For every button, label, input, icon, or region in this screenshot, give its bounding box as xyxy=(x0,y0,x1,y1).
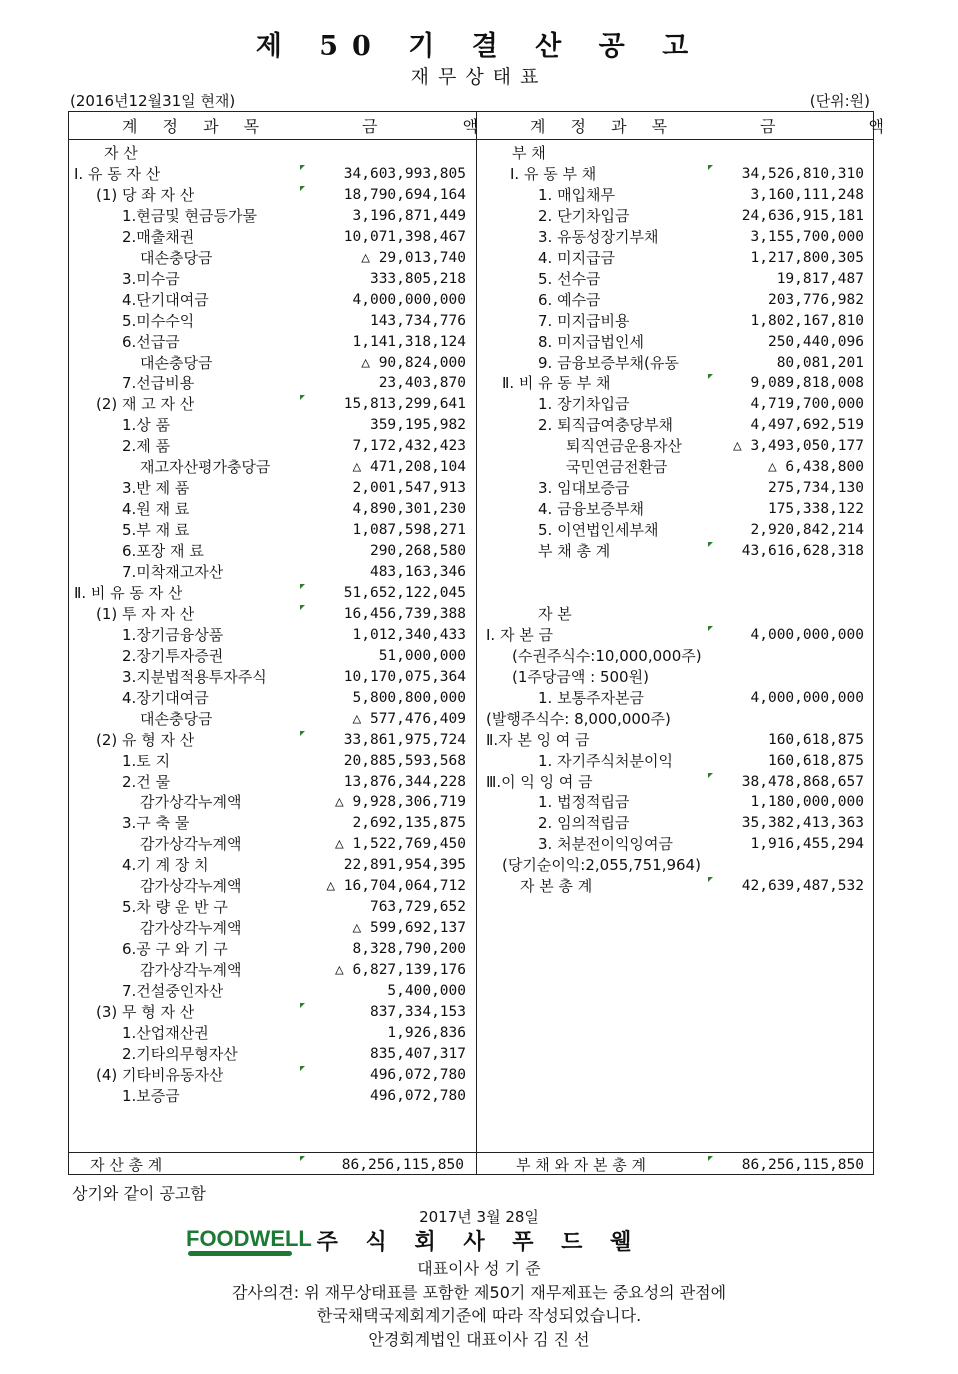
account-label: 2.매출채권 xyxy=(122,227,195,246)
account-amount: 38,478,868,657 xyxy=(741,773,864,790)
table-row xyxy=(478,751,872,772)
table-row xyxy=(478,227,872,248)
total-liabilities-equity-label: 부 채 와 자 본 총 계 xyxy=(516,1156,647,1174)
account-amount: 496,072,780 xyxy=(369,1087,466,1104)
table-row xyxy=(70,457,474,478)
table-row xyxy=(70,415,474,436)
notice-date: 2017년 3월 28일 xyxy=(419,1208,539,1226)
company-name: 주 식 회 사 푸 드 웰 xyxy=(316,1230,642,1255)
account-amount: 2,920,842,214 xyxy=(750,522,864,539)
account-amount: 10,071,398,467 xyxy=(343,228,466,245)
table-row xyxy=(478,667,872,688)
table-row xyxy=(478,583,872,604)
account-label: 7.미착재고자산 xyxy=(122,563,224,581)
table-row xyxy=(70,960,474,981)
table-row xyxy=(70,834,474,855)
table-row xyxy=(70,1065,474,1086)
account-amount: △ 16,704,064,712 xyxy=(326,878,466,895)
account-label: 부 채 총 계 xyxy=(538,542,611,561)
table-row xyxy=(70,227,474,248)
table-row xyxy=(478,373,872,394)
account-amount: 496,072,780 xyxy=(369,1066,466,1083)
account-label: (1주당금액 : 500원) xyxy=(512,667,649,686)
account-label: 1. 장기차입금 xyxy=(538,395,630,414)
left-amount-header: 금 액 xyxy=(362,117,518,136)
table-row xyxy=(70,688,474,709)
table-row xyxy=(70,248,474,269)
table-row xyxy=(478,290,872,311)
right-account-header: 계 정 과 목 xyxy=(530,117,678,136)
account-amount: 34,603,993,805 xyxy=(343,165,466,182)
unit-label: (단위:원) xyxy=(809,92,870,110)
account-amount: 835,407,317 xyxy=(369,1045,466,1062)
account-amount: 42,639,487,532 xyxy=(741,878,864,895)
account-amount: 763,729,652 xyxy=(369,899,466,916)
account-label: Ⅱ. 비 유 동 자 산 xyxy=(74,583,183,602)
table-row xyxy=(478,478,872,499)
table-row xyxy=(70,373,474,394)
account-amount: 4,719,700,000 xyxy=(750,396,864,413)
account-label: (2) 재 고 자 산 xyxy=(96,395,195,414)
account-label: 4. 금융보증부채 xyxy=(538,500,645,519)
account-label: 2.건 물 xyxy=(122,772,171,791)
table-row xyxy=(478,625,872,646)
table-row xyxy=(70,876,474,897)
page-title: 제 50 기 결 산 공 고 xyxy=(255,31,703,62)
account-label: 4.장기대여금 xyxy=(122,688,209,707)
account-label: 1. 보통주자본금 xyxy=(538,688,645,707)
column-divider xyxy=(476,111,477,1175)
table-row xyxy=(70,269,474,290)
account-amount: 483,163,346 xyxy=(369,564,466,580)
total-liabilities-equity-amount: 86,256,115,850 xyxy=(741,1157,864,1173)
ceo-name: 대표이사 성 기 준 xyxy=(417,1259,541,1278)
account-amount: 3,155,700,000 xyxy=(750,228,864,245)
account-amount: 10,170,075,364 xyxy=(343,668,466,685)
account-amount: △ 90,824,000 xyxy=(361,354,466,371)
account-label: 국민연금전환금 xyxy=(566,458,668,477)
account-label: 6.공 구 와 기 구 xyxy=(122,940,228,959)
account-amount: 275,734,130 xyxy=(767,480,864,497)
account-amount: 175,338,122 xyxy=(767,501,864,518)
account-amount: △ 1,522,769,450 xyxy=(335,836,466,853)
account-amount: 290,268,580 xyxy=(369,543,466,560)
account-label: (2) 유 형 자 산 xyxy=(96,730,195,749)
account-label: 4.원 재 료 xyxy=(122,500,190,519)
logo-text: FOODWELL xyxy=(186,1226,312,1251)
account-amount: △ 599,692,137 xyxy=(352,920,466,937)
table-row xyxy=(70,394,474,415)
account-label: 대손충당금 xyxy=(140,248,213,267)
account-amount: △ 471,208,104 xyxy=(352,459,466,476)
mark-icon xyxy=(300,584,305,589)
table-row xyxy=(70,436,474,457)
table-row xyxy=(478,206,872,227)
mark-icon xyxy=(708,374,713,379)
account-label: 부 채 xyxy=(512,144,546,162)
table-row xyxy=(478,709,872,730)
table-row xyxy=(478,332,872,353)
account-label: 대손충당금 xyxy=(140,709,213,728)
table-row xyxy=(478,792,872,813)
account-label: 5.미수수익 xyxy=(122,311,195,330)
totals-divider xyxy=(68,1152,874,1153)
table-row xyxy=(478,436,872,457)
account-amount: 22,891,954,395 xyxy=(343,857,466,874)
account-amount: △ 3,493,050,177 xyxy=(733,438,864,455)
account-amount: 1,217,800,305 xyxy=(750,249,864,266)
account-label: 4.단기대여금 xyxy=(122,290,209,309)
account-amount: 1,926,836 xyxy=(387,1024,466,1041)
header-divider xyxy=(68,139,874,140)
account-label: 대손충당금 xyxy=(140,353,213,372)
account-label: 1. 매입채무 xyxy=(538,185,616,204)
account-label: Ⅰ. 유 동 자 산 xyxy=(74,164,161,183)
account-amount: 2,692,135,875 xyxy=(352,815,466,832)
table-row xyxy=(478,457,872,478)
total-assets-amount: 86,256,115,850 xyxy=(341,1157,464,1173)
account-label: (당기순이익:2,055,751,964) xyxy=(502,856,701,875)
table-row xyxy=(478,834,872,855)
table-row xyxy=(70,520,474,541)
account-amount: 13,876,344,228 xyxy=(343,773,466,790)
table-row xyxy=(70,353,474,374)
table-row xyxy=(478,415,872,436)
account-label: 1.상 품 xyxy=(122,416,171,435)
as-of-date: (2016년12월31일 현재) xyxy=(70,92,236,110)
account-amount: 8,328,790,200 xyxy=(352,941,466,958)
mark-icon xyxy=(708,165,713,170)
total-liabilities-equity-row xyxy=(478,1155,874,1176)
account-label: 2.장기투자증권 xyxy=(122,646,224,665)
account-label: 6.포장 재 료 xyxy=(122,542,204,561)
account-amount: 35,382,413,363 xyxy=(741,815,864,832)
table-row xyxy=(478,562,872,583)
table-row xyxy=(478,520,872,541)
table-row xyxy=(70,311,474,332)
account-label: (발행주식수: 8,000,000주) xyxy=(486,709,671,728)
account-amount: 34,526,810,310 xyxy=(741,165,864,182)
account-label: Ⅱ. 비 유 동 부 채 xyxy=(502,374,611,393)
account-label: 감가상각누계액 xyxy=(140,919,242,938)
table-row xyxy=(478,353,872,374)
table-row xyxy=(70,290,474,311)
account-amount: 1,012,340,433 xyxy=(352,626,466,643)
account-amount: 5,400,000 xyxy=(387,983,466,999)
audit-opinion-line2: 한국채택국제회계기준에 따라 작성되었습니다. xyxy=(316,1306,642,1325)
total-assets-label: 자 산 총 계 xyxy=(90,1156,163,1174)
table-row xyxy=(478,499,872,520)
account-label: (수권주식수:10,000,000주) xyxy=(512,646,702,665)
account-label: 7.선급비용 xyxy=(122,374,195,393)
table-row xyxy=(478,855,872,876)
mark-icon xyxy=(708,626,713,631)
account-label: 3.구 축 물 xyxy=(122,814,190,833)
table-row xyxy=(70,164,474,185)
account-amount: △ 6,438,800 xyxy=(767,459,864,476)
account-amount: 51,000,000 xyxy=(378,647,466,664)
account-label: 6. 예수금 xyxy=(538,290,601,309)
account-amount: 160,618,875 xyxy=(767,752,864,769)
account-amount: 51,652,122,045 xyxy=(343,584,466,601)
table-row xyxy=(478,772,872,793)
account-amount: 250,440,096 xyxy=(767,333,864,350)
table-row xyxy=(70,918,474,939)
account-amount: 80,081,201 xyxy=(776,354,864,371)
table-row xyxy=(478,604,872,625)
table-row xyxy=(70,478,474,499)
table-row xyxy=(70,855,474,876)
table-row xyxy=(70,1002,474,1023)
account-label: (4) 기타비유동자산 xyxy=(96,1065,224,1084)
account-amount: △ 29,013,740 xyxy=(361,249,466,266)
table-row xyxy=(478,269,872,290)
table-row xyxy=(478,164,872,185)
account-amount: △ 577,476,409 xyxy=(352,710,466,727)
account-label: 5.부 재 료 xyxy=(122,521,190,540)
mark-icon xyxy=(708,877,713,882)
account-label: 퇴직연금운용자산 xyxy=(566,437,682,456)
table-row xyxy=(70,625,474,646)
table-row xyxy=(70,332,474,353)
account-amount: 4,000,000,000 xyxy=(750,626,864,643)
table-row xyxy=(70,562,474,583)
account-label: 8. 미지급법인세 xyxy=(538,332,645,351)
account-amount: 837,334,153 xyxy=(369,1003,466,1020)
mark-icon xyxy=(300,731,305,736)
mark-icon xyxy=(300,1003,305,1008)
account-label: 3. 임대보증금 xyxy=(538,479,630,498)
table-row xyxy=(70,646,474,667)
account-label: 자 산 xyxy=(104,144,138,162)
account-label: 1.토 지 xyxy=(122,751,171,770)
table-row xyxy=(70,772,474,793)
account-label: 3. 유동성장기부채 xyxy=(538,227,659,246)
mark-icon xyxy=(708,542,713,547)
account-amount: 24,636,915,181 xyxy=(741,207,864,224)
account-amount: 5,800,800,000 xyxy=(352,689,466,706)
table-row xyxy=(70,751,474,772)
account-amount: 19,817,487 xyxy=(776,270,864,287)
mark-icon xyxy=(300,186,305,191)
mark-icon xyxy=(708,773,713,778)
account-label: 6.선급금 xyxy=(122,332,180,351)
table-row xyxy=(478,730,872,751)
account-label: 2. 단기차입금 xyxy=(538,206,630,225)
mark-icon xyxy=(300,1156,305,1161)
table-row xyxy=(70,667,474,688)
table-row xyxy=(478,143,872,164)
account-label: 3.지분법적용투자주식 xyxy=(122,667,267,686)
account-amount: 43,616,628,318 xyxy=(741,543,864,560)
mark-icon xyxy=(300,395,305,400)
right-amount-header: 금 액 xyxy=(760,117,928,136)
table-row xyxy=(70,1023,474,1044)
table-row xyxy=(70,709,474,730)
audit-opinion-line1: 감사의견: 위 재무상태표를 포함한 제50기 재무제표는 중요성의 관점에 xyxy=(231,1283,727,1302)
account-label: 감가상각누계액 xyxy=(140,877,242,896)
account-amount: 1,087,598,271 xyxy=(352,522,466,539)
account-amount: 143,734,776 xyxy=(369,312,466,329)
account-label: (1) 투 자 자 산 xyxy=(96,604,195,623)
account-amount: 1,141,318,124 xyxy=(352,333,466,350)
account-amount: 333,805,218 xyxy=(369,270,466,287)
account-label: 재고자산평가충당금 xyxy=(140,458,271,477)
account-label: 3. 처분전이익잉여금 xyxy=(538,835,674,854)
account-label: 감가상각누계액 xyxy=(140,961,242,980)
table-row xyxy=(70,792,474,813)
account-label: 5. 이연법인세부채 xyxy=(538,521,659,540)
table-row xyxy=(478,394,872,415)
account-amount: 23,403,870 xyxy=(378,375,466,392)
account-amount: 20,885,593,568 xyxy=(343,752,466,769)
account-amount: △ 6,827,139,176 xyxy=(335,962,466,979)
table-row xyxy=(478,185,872,206)
mark-icon xyxy=(300,605,305,610)
account-label: 2.기타의무형자산 xyxy=(122,1044,238,1063)
account-amount: 1,802,167,810 xyxy=(750,312,864,329)
account-label: 5. 선수금 xyxy=(538,269,601,288)
mark-icon xyxy=(300,1066,305,1071)
table-row xyxy=(70,185,474,206)
account-label: 2. 퇴직급여충당부채 xyxy=(538,416,674,435)
table-row xyxy=(70,939,474,960)
account-label: 3.반 제 품 xyxy=(122,479,190,498)
table-row xyxy=(70,813,474,834)
auditor-name: 안경회계법인 대표이사 김 진 선 xyxy=(368,1330,590,1349)
account-amount: 3,196,871,449 xyxy=(352,207,466,224)
account-amount: 4,000,000,000 xyxy=(750,689,864,706)
table-row xyxy=(70,1086,474,1107)
table-row xyxy=(70,981,474,1002)
table-row xyxy=(478,813,872,834)
account-amount: 4,000,000,000 xyxy=(352,291,466,308)
account-amount: 4,497,692,519 xyxy=(750,417,864,434)
account-amount: 18,790,694,164 xyxy=(343,186,466,203)
account-label: (1) 당 좌 자 산 xyxy=(96,185,195,204)
account-label: 5.차 량 운 반 구 xyxy=(122,898,228,917)
table-row xyxy=(70,206,474,227)
table-row xyxy=(478,248,872,269)
account-label: 3.미수금 xyxy=(122,269,180,288)
account-label: 1.산업재산권 xyxy=(122,1023,209,1042)
account-label: 7. 미지급비용 xyxy=(538,311,630,330)
table-row xyxy=(70,730,474,751)
table-row xyxy=(478,311,872,332)
table-row xyxy=(70,604,474,625)
account-label: 2. 임의적립금 xyxy=(538,814,630,833)
account-label: 9. 금융보증부채(유동 xyxy=(538,353,679,372)
account-amount: 7,172,432,423 xyxy=(352,438,466,455)
account-label: 1.장기금융상품 xyxy=(122,625,224,644)
left-account-header: 계 정 과 목 xyxy=(122,117,270,136)
account-label: 감가상각누계액 xyxy=(140,835,242,854)
table-row xyxy=(70,143,474,164)
account-label: 1. 법정적립금 xyxy=(538,793,630,812)
account-label: 7.건설중인자산 xyxy=(122,982,224,1000)
account-label: 1.현금및 현금등가물 xyxy=(122,206,258,225)
account-amount: 16,456,739,388 xyxy=(343,605,466,622)
account-amount: 1,916,455,294 xyxy=(750,836,864,853)
account-label: Ⅰ. 자 본 금 xyxy=(486,625,553,644)
account-amount: 160,618,875 xyxy=(767,731,864,748)
account-amount: 359,195,982 xyxy=(369,417,466,434)
table-row xyxy=(70,583,474,604)
account-label: 2.제 품 xyxy=(122,437,171,456)
account-amount: 9,089,818,008 xyxy=(750,375,864,392)
table-row xyxy=(478,541,872,562)
table-row xyxy=(70,897,474,918)
account-amount: 15,813,299,641 xyxy=(343,396,466,413)
account-label: 1.보증금 xyxy=(122,1086,180,1105)
account-amount: △ 9,928,306,719 xyxy=(335,794,466,811)
account-label: 자 본 총 계 xyxy=(520,877,593,896)
table-row xyxy=(70,541,474,562)
account-label: 4. 미지급금 xyxy=(538,248,616,267)
account-label: 감가상각누계액 xyxy=(140,793,242,812)
account-label: 4.기 계 장 치 xyxy=(122,856,209,875)
account-label: 자 본 xyxy=(538,604,572,623)
page-subtitle: 재무상태표 xyxy=(410,66,548,88)
total-assets-row xyxy=(70,1155,470,1176)
mark-icon xyxy=(300,165,305,170)
notice-text: 상기와 같이 공고함 xyxy=(72,1184,206,1203)
table-row xyxy=(70,1044,474,1065)
account-amount: 1,180,000,000 xyxy=(750,794,864,811)
table-row xyxy=(70,499,474,520)
account-amount: 2,001,547,913 xyxy=(352,480,466,497)
account-label: Ⅲ.이 익 잉 여 금 xyxy=(486,772,593,791)
account-amount: 4,890,301,230 xyxy=(352,501,466,518)
account-amount: 33,861,975,724 xyxy=(343,731,466,748)
table-row xyxy=(478,646,872,667)
account-label: 1. 자기주식처분이익 xyxy=(538,751,674,770)
table-row xyxy=(478,876,872,897)
account-amount: 3,160,111,248 xyxy=(750,186,864,203)
mark-icon xyxy=(708,1156,713,1161)
account-label: Ⅰ. 유 동 부 채 xyxy=(510,164,597,183)
table-row xyxy=(478,688,872,709)
account-amount: 203,776,982 xyxy=(767,291,864,308)
account-label: (3) 무 형 자 산 xyxy=(96,1002,195,1021)
account-label: Ⅱ.자 본 잉 여 금 xyxy=(486,730,590,749)
